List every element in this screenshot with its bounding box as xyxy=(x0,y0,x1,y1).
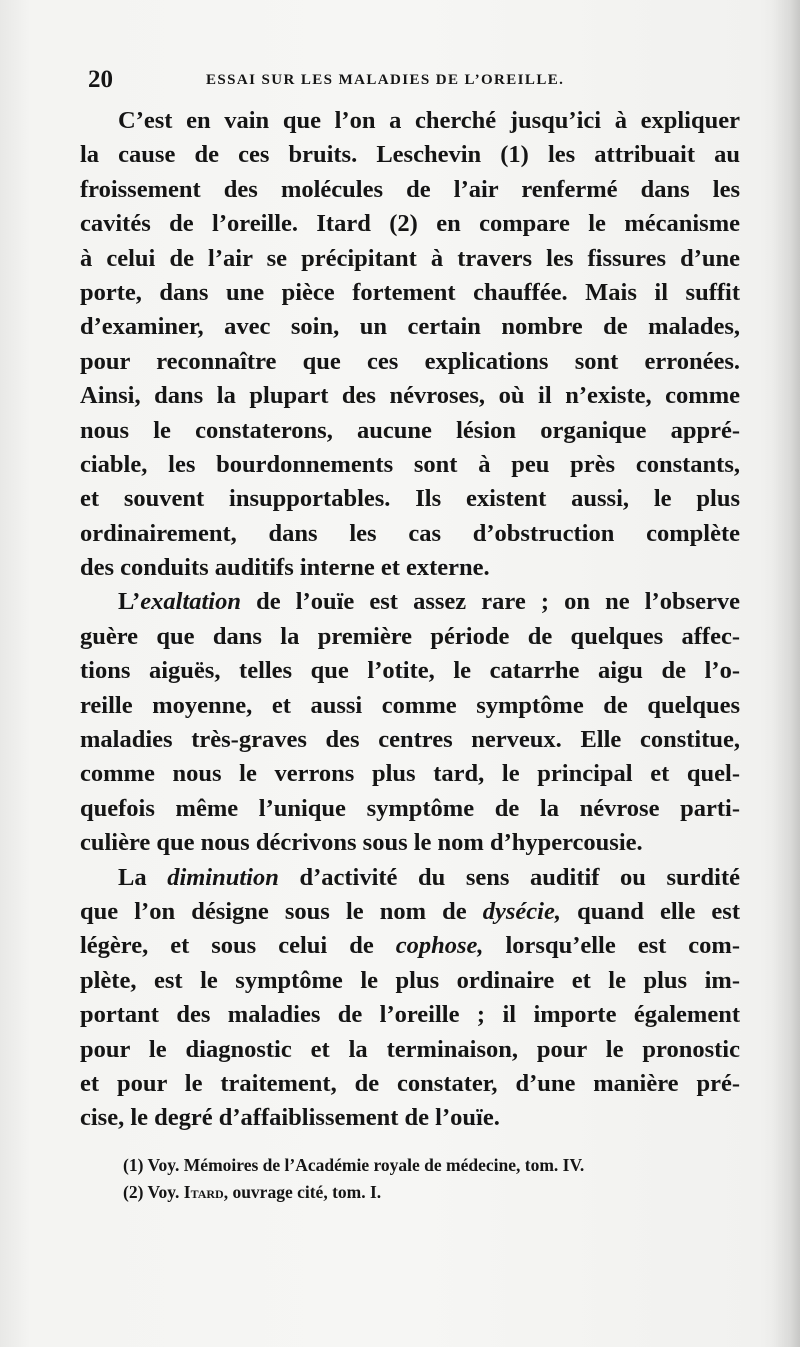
text-run: quand elle est xyxy=(560,897,741,925)
text-line: quefois même l’unique symptôme de la névrose parti- xyxy=(80,794,740,822)
italic-term: dysécie, xyxy=(482,897,561,925)
text-run: lorsqu’elle est com- xyxy=(483,932,740,960)
text-line: porte, dans une pièce fortement chauffée. Mais il suffit xyxy=(80,278,740,306)
text-line: et pour le traitement, de constater, d’une manière pré- xyxy=(80,1069,740,1097)
footnote-1: (1) Voy. Mémoires de l’Académie royale de médecine, tom. IV. xyxy=(123,1155,585,1175)
text-line: d’examiner, avec soin, un certain nombre de malades, xyxy=(80,313,740,341)
text-run: , ouvrage cité, tom. I. xyxy=(223,1182,382,1202)
footnote-2 xyxy=(123,1179,743,1206)
text-line: ordinairement, dans les cas d’obstruction complète xyxy=(80,519,740,547)
italic-term: diminution xyxy=(167,863,279,891)
page-number: 20 xyxy=(88,66,113,93)
author-name: Itard xyxy=(183,1182,224,1202)
text-line: cise, le degré d’affaiblissement de l’ouïe. xyxy=(80,1104,500,1132)
text-run: (2) Voy. xyxy=(123,1182,184,1202)
footnotes xyxy=(123,1152,743,1206)
text-line: plète, est le symptôme le plus ordinaire et le plus im- xyxy=(80,966,740,994)
text-line: pour reconnaître que ces explications sont erronées. xyxy=(80,347,740,375)
text-run: légère, et sous celui de xyxy=(80,932,396,960)
italic-term: cophose, xyxy=(395,932,484,960)
text-line: nous le constaterons, aucune lésion organique appré- xyxy=(80,416,740,444)
body-text xyxy=(80,104,740,1136)
text-run: d’activité du sens auditif ou surdité xyxy=(278,863,741,891)
text-line: ciable, les bourdonnements sont à peu près constants, xyxy=(80,450,740,478)
text-line: maladies très-graves des centres nerveux. Elle constitue, xyxy=(80,726,740,754)
text-line: portant des maladies de l’oreille ; il importe également xyxy=(80,1001,740,1029)
text-line: comme nous le verrons plus tard, le principal et quel- xyxy=(80,760,740,788)
text-line: cavités de l’oreille. Itard (2) en compare le mécanisme xyxy=(80,210,740,238)
text-line: tions aiguës, telles que l’otite, le catarrhe aigu de l’o- xyxy=(80,657,740,685)
text-line: pour le diagnostic et la terminaison, pour le pronostic xyxy=(80,1035,740,1063)
text-run: L’ xyxy=(118,588,141,616)
text-line xyxy=(80,585,740,619)
italic-term: exaltation xyxy=(140,588,241,616)
text-line: à celui de l’air se précipitant à travers les fissures d’une xyxy=(80,244,740,272)
page-header xyxy=(88,66,708,96)
text-line: reille moyenne, et aussi comme symptôme de quelques xyxy=(80,691,740,719)
text-line: C’est en vain que l’on a cherché jusqu’ici à expliquer xyxy=(118,107,740,134)
text-line: guère que dans la première période de quelques affec- xyxy=(80,622,740,650)
text-run: que l’on désigne sous le nom de xyxy=(80,897,483,925)
text-line xyxy=(80,929,740,963)
text-line: culière que nous décrivons sous le nom d’hypercousie. xyxy=(80,829,643,857)
text-run: La xyxy=(118,863,168,891)
page-edge-shadow xyxy=(772,0,800,1347)
text-run: de l’ouïe est assez rare ; on ne l’observe xyxy=(241,588,740,616)
text-line: Ainsi, dans la plupart des névroses, où il n’existe, comme xyxy=(80,382,740,410)
text-line: des conduits auditifs interne et externe. xyxy=(80,554,490,582)
text-line: et souvent insupportables. Ils existent aussi, le plus xyxy=(80,485,740,513)
text-line xyxy=(80,895,740,929)
text-line: la cause de ces bruits. Leschevin (1) les attribuait au xyxy=(80,141,740,169)
running-title: ESSAI SUR LES MALADIES DE L’OREILLE. xyxy=(206,72,565,88)
text-line xyxy=(80,861,740,895)
text-line: froissement des molécules de l’air renfermé dans les xyxy=(80,175,740,203)
